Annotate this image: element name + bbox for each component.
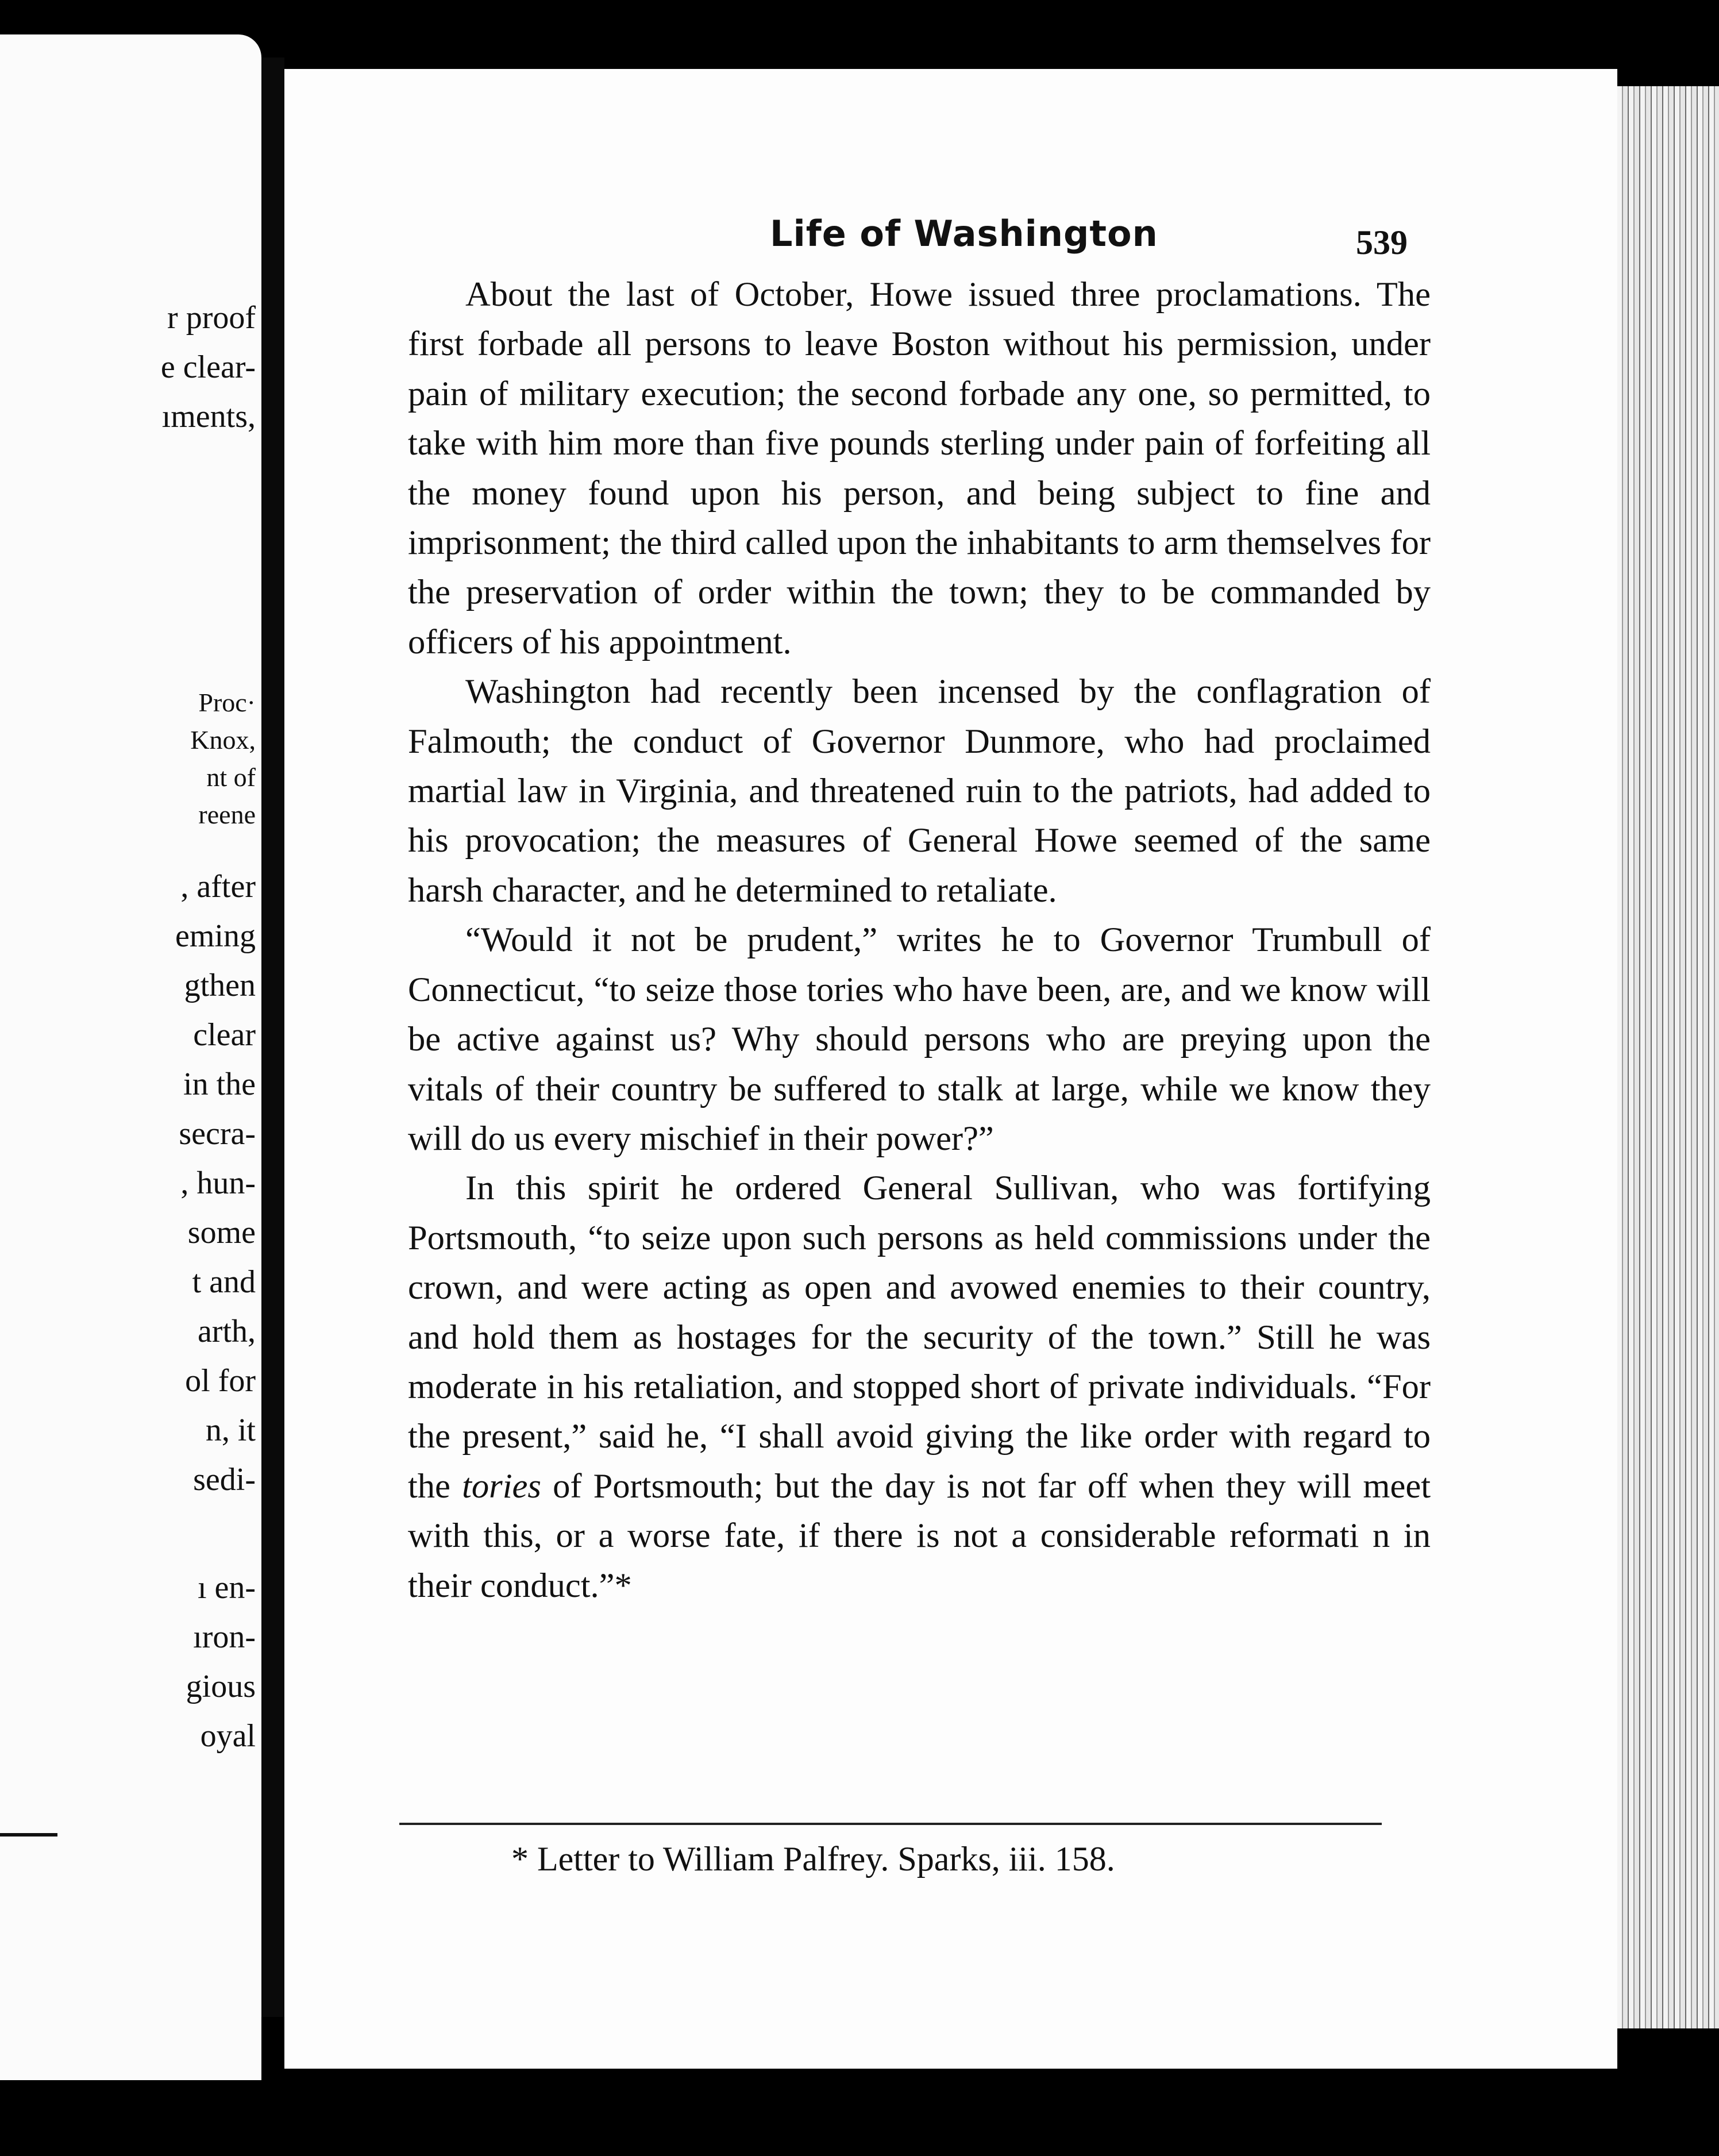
facing-line: eming	[175, 918, 256, 954]
footnote-rule	[399, 1823, 1382, 1825]
facing-line: ıron-	[193, 1619, 256, 1655]
facing-line: nt of	[206, 763, 256, 792]
facing-line: , after	[180, 869, 256, 904]
paragraph: About the last of October, Howe issued three proclamations. The first forbade all persons to leave Boston without his permission, under pain of military execution; the second forbade any one, so permitted, to take with him more than five pounds sterling under pain of forfeiting all the money found upon his person, and being subject to fine and imprisonment; the third called upon the inhabitants to arm themselves for the preservation of order within the town; they to be commanded by officers of his appointment.	[408, 275, 1431, 661]
facing-line: some	[187, 1215, 256, 1250]
facing-line: ıments,	[161, 399, 256, 434]
facing-page-rule	[0, 1833, 57, 1837]
italic-word: tories	[462, 1466, 541, 1506]
paragraph-text: of Portsmouth; but the day is not far off when they will meet with this, or a worse fate, if there is not a considerable reformati n in their conduct.”*	[408, 1466, 1431, 1605]
paragraph	[408, 1164, 1431, 1611]
paragraph: Washington had recently been incensed by the conflagration of Falmouth; the conduct of Governor Dunmore, who had proclaimed martial law in Virginia, and threatened ruin to the patriots, had added to his provocation; the measures of General Howe seemed of the same harsh character, and he determined to retaliate.	[408, 672, 1431, 910]
paragraph: “Would it not be prudent,” writes he to Governor Trumbull of Connecticut, “to seize those tories who have been, are, and we know will be active against us? Why should persons who are preying upon the vitals of their country be suffered to stalk at large, while we know they will do us every mischief in their power?”	[408, 921, 1431, 1158]
facing-line: Knox,	[190, 725, 256, 754]
facing-page	[0, 34, 261, 2080]
facing-line: secra-	[179, 1116, 256, 1152]
page-edges	[1617, 86, 1719, 2028]
facing-line: oyal	[200, 1718, 256, 1754]
facing-line: , hun-	[180, 1165, 256, 1201]
book-gutter	[261, 57, 284, 2017]
facing-line: t and	[192, 1264, 256, 1300]
page-number: 539	[1356, 224, 1408, 261]
facing-line: gious	[186, 1669, 256, 1704]
facing-line: r proof	[167, 300, 256, 336]
facing-line: ı en-	[197, 1570, 256, 1606]
facing-line: Proc·	[198, 688, 256, 717]
facing-line: e clear-	[160, 349, 256, 385]
facing-line: clear	[193, 1017, 256, 1053]
facing-line: arth,	[197, 1314, 256, 1349]
facing-line: sedi-	[193, 1462, 256, 1497]
facing-line: ol for	[185, 1363, 256, 1399]
running-title: Life of Washington	[770, 213, 1158, 255]
facing-line: n, it	[205, 1412, 256, 1448]
body-text	[408, 270, 1431, 1611]
paragraph-text: In this spirit he ordered General Sullivan, who was fortifying Portsmouth, “to seize upon such persons as held commissions under the crown, and were acting as open and avowed enemies to their country, and hold them as hostages for the security of the town.” Still he was moderate in his retaliation, and stopped short of private individuals. “For the present,” said he, “I shall avoid giving the like order with regard to the	[408, 1169, 1431, 1506]
facing-line: reene	[198, 800, 256, 829]
footnote: * Letter to William Palfrey. Sparks, iii. 158.	[511, 1840, 1115, 1878]
facing-line: in the	[183, 1067, 256, 1102]
facing-line: gthen	[184, 968, 256, 1003]
